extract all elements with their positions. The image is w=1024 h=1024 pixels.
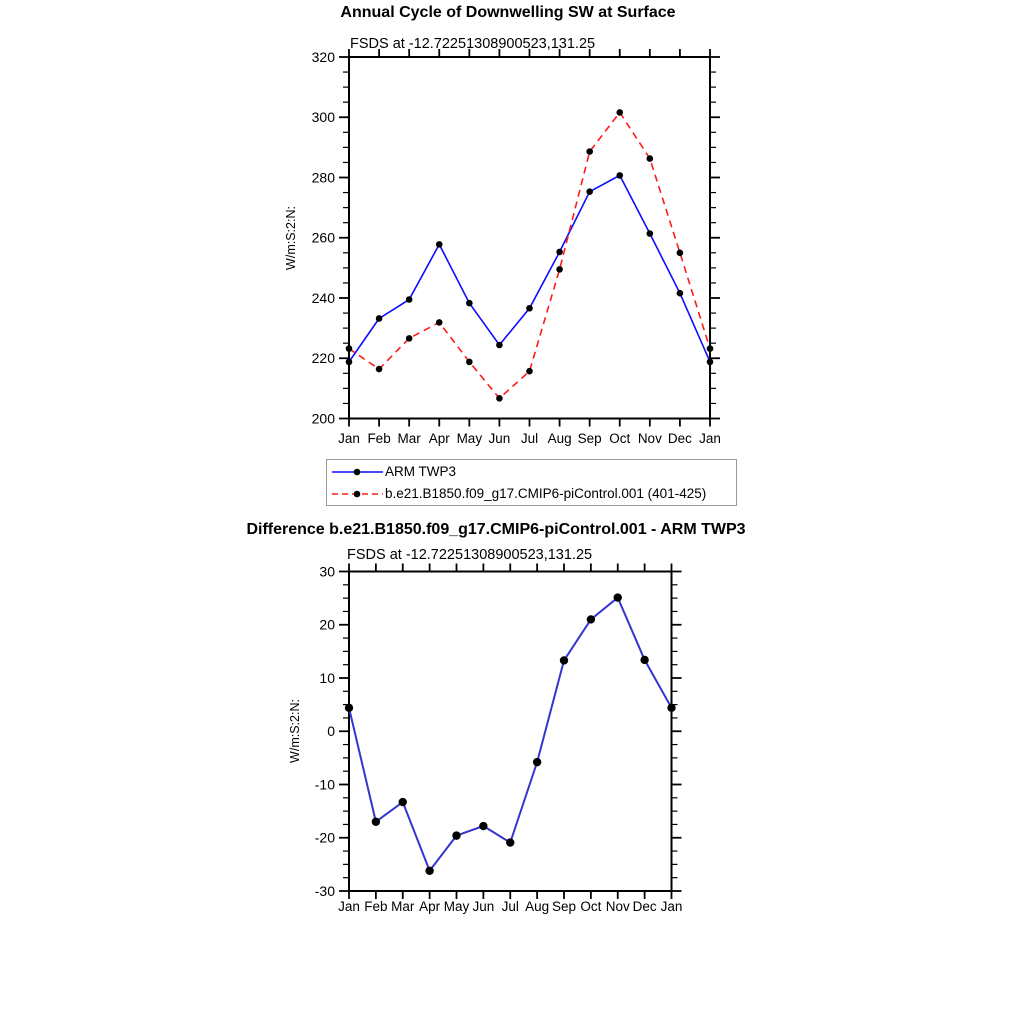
y-tick-label: 320 <box>311 48 335 65</box>
x-tick-label: Jun <box>472 899 495 914</box>
data-point-marker <box>616 172 623 179</box>
data-point-marker <box>506 838 514 846</box>
data-point-marker <box>346 359 353 366</box>
legend-entry <box>330 483 736 504</box>
x-tick-label: Feb <box>367 431 391 446</box>
bottom-chart-title: Difference b.e21.B1850.f09_g17.CMIP6-piControl.001 - ARM TWP3 <box>246 521 746 538</box>
data-point-marker <box>466 300 473 307</box>
data-point-marker <box>556 266 563 273</box>
data-point-marker <box>406 335 413 342</box>
top-chart-axes <box>312 49 721 446</box>
top-chart-series <box>346 109 714 401</box>
data-point-marker <box>496 342 503 349</box>
data-point-marker <box>452 831 460 839</box>
legend-entry <box>330 461 736 482</box>
legend-line-sample <box>330 487 385 501</box>
x-tick-label: Nov <box>605 899 630 914</box>
x-tick-label: Jul <box>520 431 539 446</box>
top-chart-subtitle: FSDS at -12.72251308900523,131.25 <box>350 36 596 52</box>
y-tick-label: 300 <box>311 109 335 126</box>
x-tick-label: Aug <box>525 899 550 914</box>
data-point-marker <box>425 867 433 875</box>
y-tick-label: 0 <box>327 723 335 740</box>
y-tick-label: 220 <box>311 350 335 367</box>
y-tick-label: 240 <box>311 289 335 306</box>
data-point-marker <box>376 315 383 322</box>
legend-entry-label: ARM TWP3 <box>385 464 457 479</box>
data-point-marker <box>436 241 443 248</box>
x-tick-label: May <box>443 899 470 914</box>
y-tick-label: -30 <box>314 882 335 899</box>
data-point-marker <box>677 290 684 297</box>
y-tick-label: 280 <box>311 169 335 186</box>
legend-box <box>326 459 737 506</box>
data-point-marker <box>466 359 473 366</box>
series-line-1 <box>349 112 710 398</box>
data-point-marker <box>556 249 563 256</box>
data-point-marker <box>586 188 593 195</box>
bottom-chart-y-axis-label: W/m:S:2:N: <box>288 699 302 763</box>
legend-entry-label: b.e21.B1850.f09_g17.CMIP6-piControl.001 (401-425) <box>385 486 707 501</box>
y-tick-label: 260 <box>311 229 335 246</box>
top-chart-y-axis-label: W/m:S:2:N: <box>284 206 298 270</box>
x-tick-label: Jan <box>338 431 360 446</box>
x-tick-label: Sep <box>577 431 602 446</box>
data-point-marker <box>667 704 675 712</box>
x-tick-label: Nov <box>637 431 662 446</box>
data-point-marker <box>345 704 353 712</box>
bottom-chart-subtitle: FSDS at -12.72251308900523,131.25 <box>347 547 593 563</box>
data-point-marker <box>399 798 407 806</box>
x-tick-label: Apr <box>428 431 450 446</box>
x-tick-label: Aug <box>547 431 572 446</box>
x-tick-label: Feb <box>364 899 388 914</box>
data-point-marker <box>496 395 503 402</box>
data-point-marker <box>346 345 353 352</box>
data-point-marker <box>647 230 654 237</box>
x-tick-label: Oct <box>609 431 631 446</box>
plot-frame <box>349 57 710 419</box>
data-point-marker <box>560 656 568 664</box>
data-point-marker <box>586 148 593 155</box>
legend-line-sample <box>330 465 385 479</box>
data-point-marker <box>640 656 648 664</box>
x-tick-label: Dec <box>667 431 692 446</box>
data-point-marker <box>614 593 622 601</box>
data-point-marker <box>587 615 595 623</box>
data-point-marker <box>616 109 623 116</box>
top-chart-title: Annual Cycle of Downwelling SW at Surface <box>340 4 676 21</box>
y-tick-label: 20 <box>319 616 335 633</box>
data-point-marker <box>707 359 714 366</box>
series-line-0 <box>349 175 710 361</box>
x-tick-label: Jan <box>660 899 683 914</box>
x-tick-label: Sep <box>551 899 577 914</box>
y-tick-label: 200 <box>311 410 335 427</box>
y-tick-label: -10 <box>314 776 335 793</box>
x-tick-label: Jan <box>699 431 721 446</box>
y-tick-label: 30 <box>319 563 335 580</box>
data-point-marker <box>707 345 714 352</box>
x-tick-label: May <box>456 431 483 446</box>
x-tick-label: Apr <box>419 899 441 914</box>
y-tick-label: -20 <box>314 829 335 846</box>
x-tick-label: Jan <box>338 899 360 914</box>
data-point-marker <box>647 155 654 162</box>
bottom-chart-series <box>345 593 676 875</box>
x-tick-label: Mar <box>397 431 421 446</box>
data-point-marker <box>372 818 380 826</box>
data-point-marker <box>533 758 541 766</box>
x-tick-label: Jul <box>501 899 519 914</box>
data-point-marker <box>479 822 487 830</box>
x-tick-label: Mar <box>391 899 415 914</box>
series-line-0 <box>349 598 672 871</box>
data-point-marker <box>406 296 413 303</box>
x-tick-label: Oct <box>580 899 602 914</box>
data-point-marker <box>526 368 533 375</box>
legend-marker <box>354 468 361 475</box>
legend-marker <box>354 490 361 497</box>
bottom-chart-axes <box>315 563 683 914</box>
data-point-marker <box>526 305 533 312</box>
data-point-marker <box>376 366 383 373</box>
y-tick-label: 10 <box>319 669 335 686</box>
data-point-marker <box>436 319 443 326</box>
x-tick-label: Jun <box>488 431 511 446</box>
data-point-marker <box>677 250 684 257</box>
x-tick-label: Dec <box>632 899 657 914</box>
